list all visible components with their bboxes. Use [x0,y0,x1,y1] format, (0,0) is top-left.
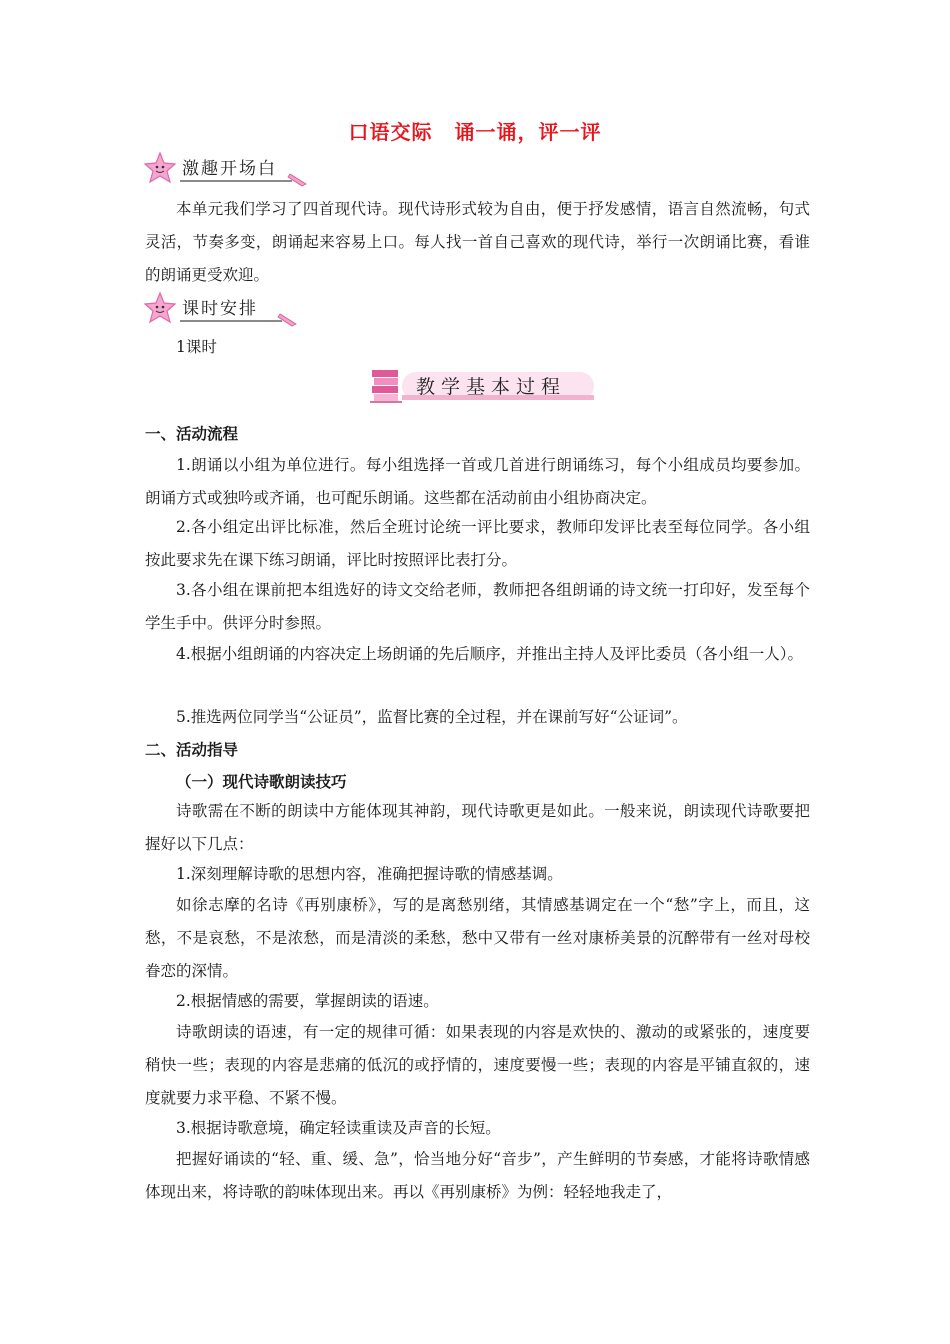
banner-label: 教学基本过程 [416,376,567,398]
guide-paragraph-5: 诗歌朗读的语速，有一定的规律可循：如果表现的内容是欢快的、激动的或紧张的，速度要稍快一些；表现的内容是悲痛的低沉的或抒情的，速度要慢一些；表现的内容是平铺直叙的，速度就要力求平稳、不紧不慢。 [145,1023,810,1107]
title-left: 口语交际 [348,120,433,144]
process-item-2: 2.各小组定出评比标准，然后全班讨论统一评比要求，教师印发评比表至每位同学。各小组按此要求先在课下练习朗诵，评比时按照评比表打分。 [145,518,810,569]
guide-paragraph-1: 诗歌需在不断的朗读中方能体现其神韵，现代诗歌更是如此。一般来说，朗读现代诗歌要把握好以下几点： [145,802,810,853]
part2-subheading: （一）现代诗歌朗读技巧 [176,773,347,791]
schedule-text: 1课时 [176,338,217,356]
page-title [0,116,950,145]
section-heading-schedule-label: 课时安排 [182,299,258,319]
guide-paragraph-3: 如徐志摩的名诗《再别康桥》，写的是离愁别绪，其情感基调定在一个“愁”字上，而且，这愁，不是哀愁，不是浓愁，而是清淡的柔愁，愁中又带有一丝对康桥美景的沉醉带有一丝对母校眷恋的深情。 [145,896,810,980]
process-item-5: 5.推选两位同学当“公证员”，监督比赛的全过程，并在课前写好“公证词”。 [176,708,688,726]
process-item-1: 1.朗诵以小组为单位进行。每小组选择一首或几首进行朗诵练习，每个小组成员均要参加。朗诵方式或独吟或齐诵，也可配乐朗诵。这些都在活动前由小组协商决定。 [145,456,810,507]
part1-heading: 一、活动流程 [145,425,239,443]
section-heading-intro [142,150,322,190]
process-banner [366,362,596,412]
guide-paragraph-7: 把握好诵读的“轻、重、缓、急”，恰当地分好“音步”，产生鲜明的节奏感，才能将诗歌情感体现出来，将诗歌的韵味体现出来。再以《再别康桥》为例：轻轻地我走了， [145,1150,810,1201]
intro-paragraph: 本单元我们学习了四首现代诗。现代诗形式较为自由，便于抒发感情，语言自然流畅，句式灵活，节奏多变，朗诵起来容易上口。每人找一首自己喜欢的现代诗，举行一次朗诵比赛，看谁的朗诵更受欢迎。 [145,200,810,284]
guide-paragraph-6: 3.根据诗歌意境，确定轻读重读及声音的长短。 [176,1119,501,1137]
process-item-3: 3.各小组在课前把本组选好的诗文交给老师，教师把各组朗诵的诗文统一打印好，发至每个学生手中。供评分时参照。 [145,581,810,632]
guide-paragraph-2: 1.深刻理解诗歌的思想内容，准确把握诗歌的情感基调。 [176,865,563,883]
part2-heading: 二、活动指导 [145,741,239,759]
process-item-4: 4.根据小组朗诵的内容决定上场朗诵的先后顺序，并推出主持人及评比委员（各小组一人）。 [176,645,804,663]
section-heading-intro-label: 激趣开场白 [182,159,277,179]
guide-paragraph-4: 2.根据情感的需要，掌握朗读的语速。 [176,992,439,1010]
section-heading-schedule [142,290,322,330]
title-right: 诵一诵，评一评 [454,120,602,144]
